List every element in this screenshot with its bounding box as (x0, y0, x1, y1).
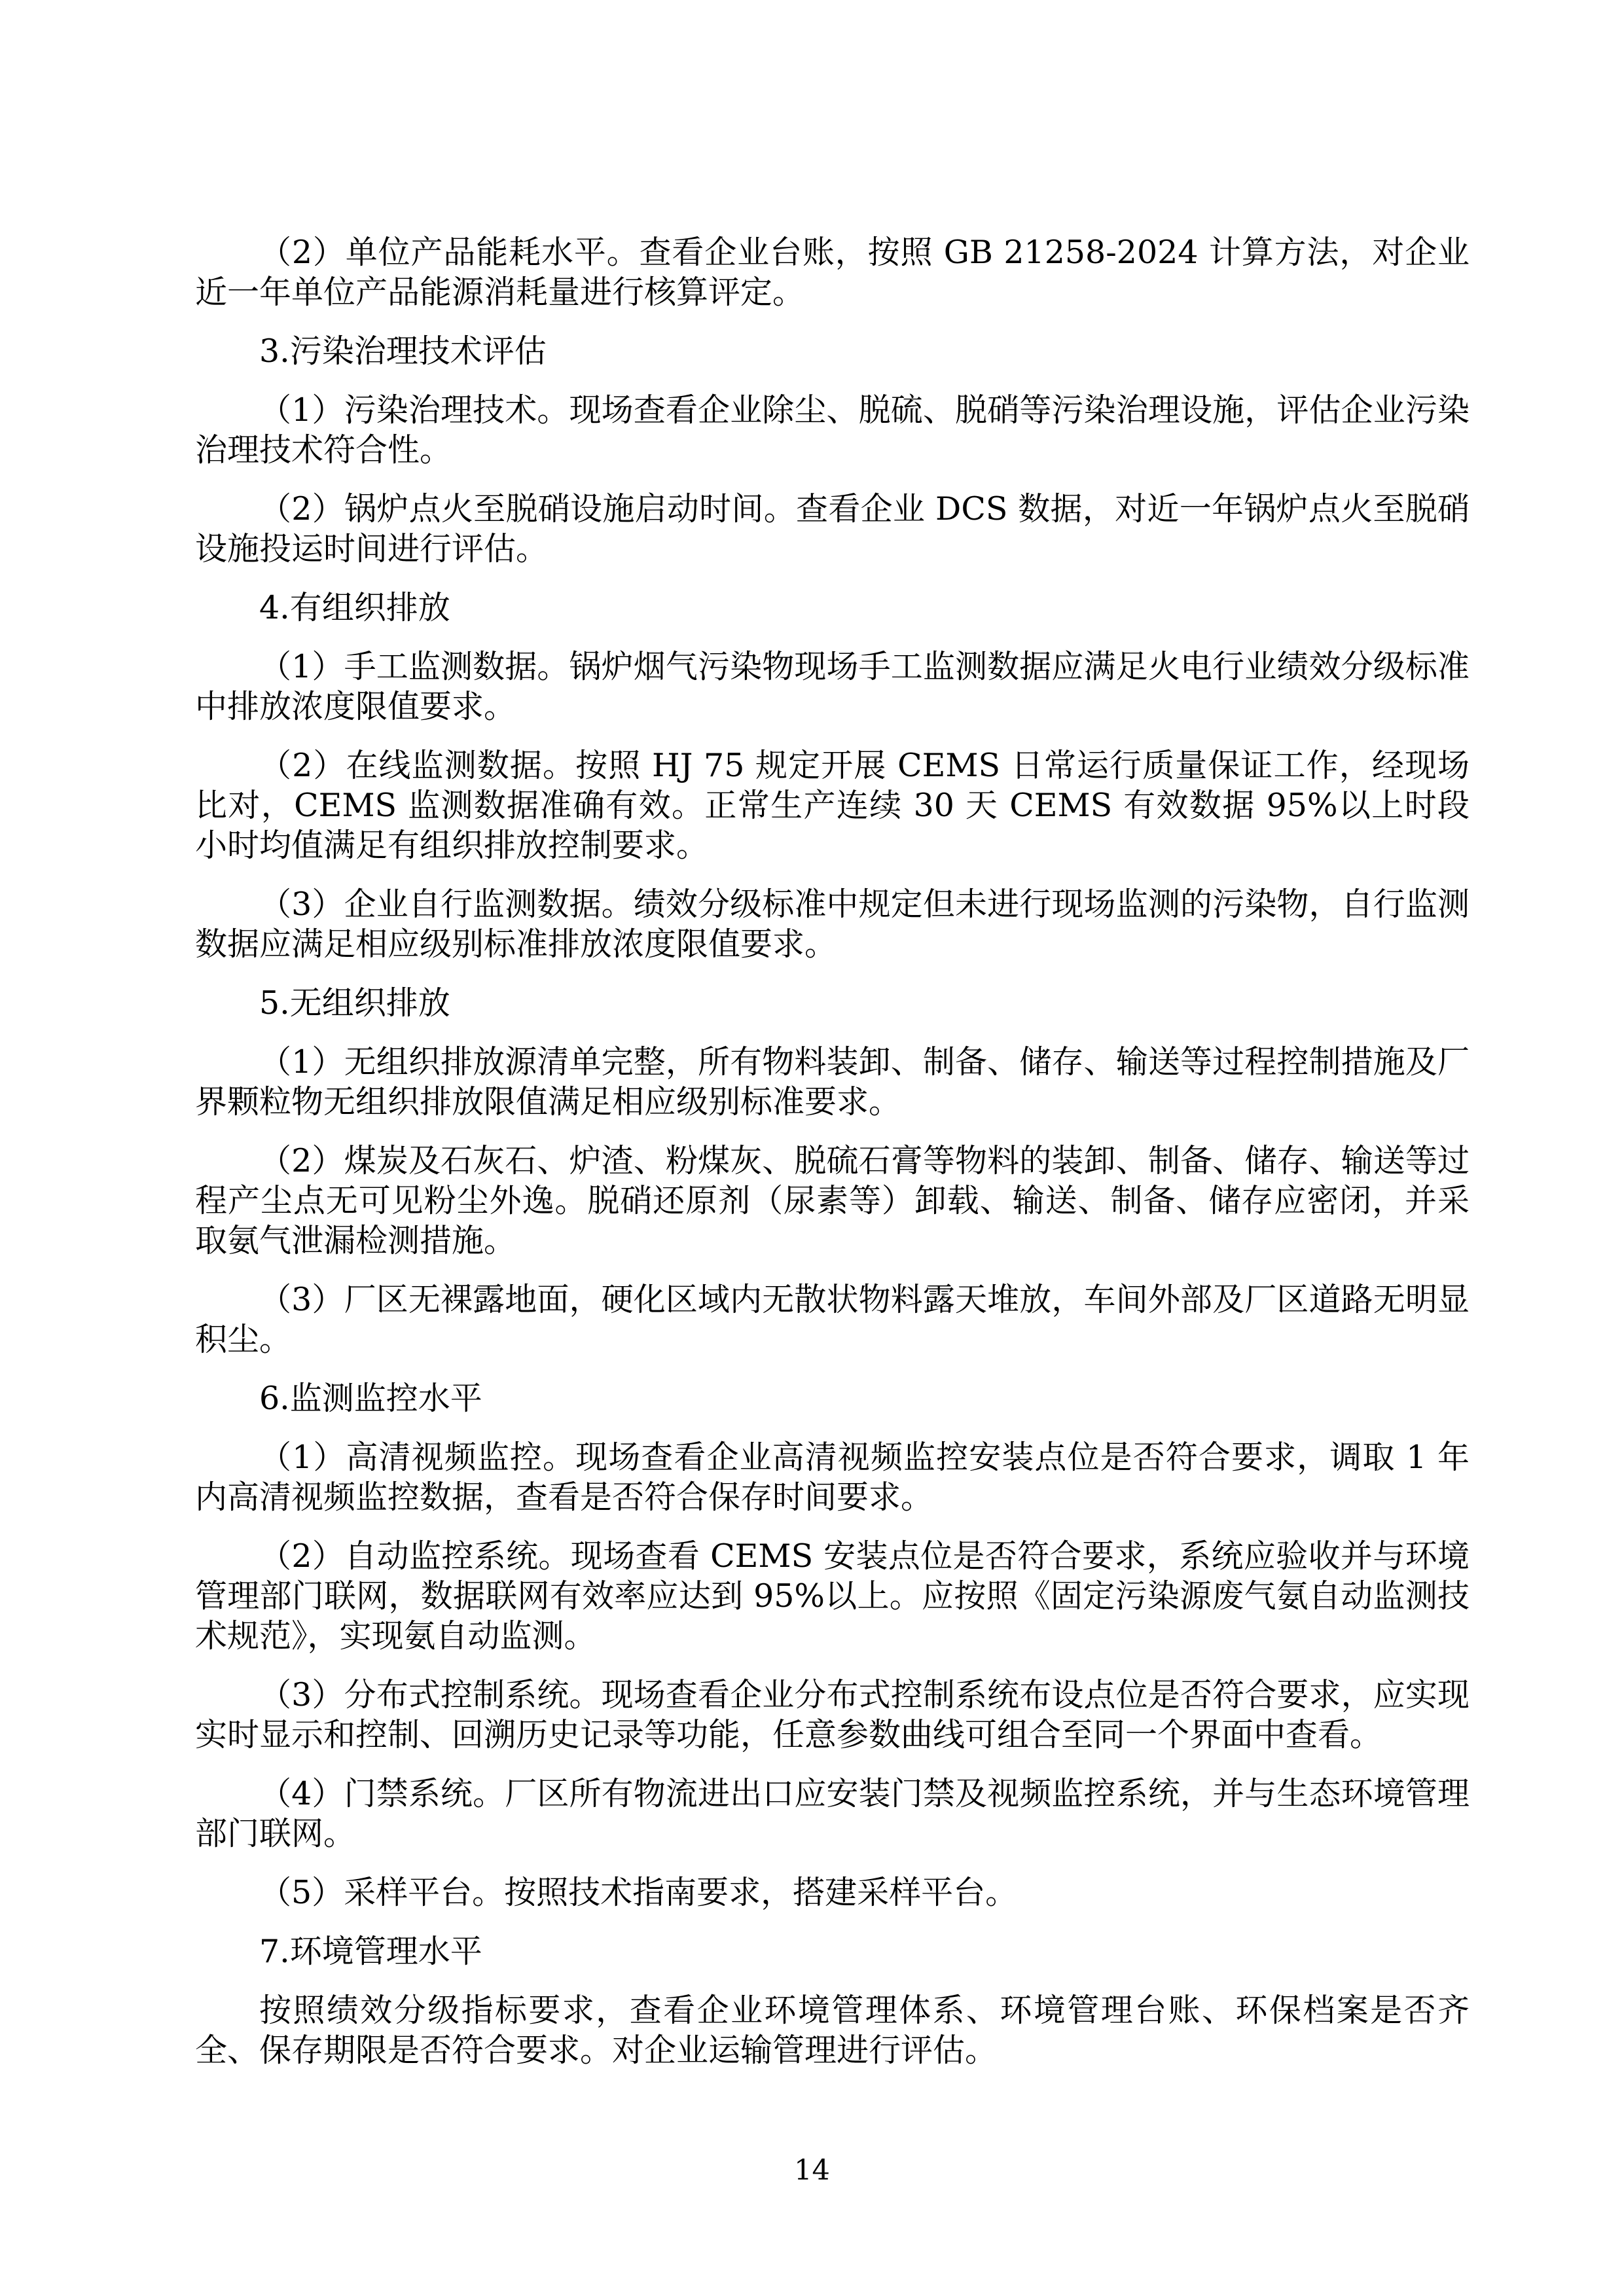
page-body-text (195, 232, 1470, 2089)
heading-3-pollution-control-technology-assessment: 3.污染治理技术评估 (259, 332, 547, 370)
para-enterprise-self-monitoring-data: （3）企业自行监测数据。绩效分级标准中规定但未进行现场监测的污染物，自行监测数据应满足相应级别标准排放浓度限值要求。 (195, 886, 1470, 963)
heading-7-environmental-management-level: 7.环境管理水平 (259, 1933, 482, 1970)
para-unit-product-energy-consumption: （2）单位产品能耗水平。查看企业台账，按照 GB 21258-2024 计算方法，对企业近一年单位产品能源消耗量进行核算评定。 (195, 234, 1470, 311)
para-online-monitoring-data: （2）在线监测数据。按照 HJ 75 规定开展 CEMS 日常运行质量保证工作，经现场比对，CEMS 监测数据准确有效。正常生产连续 30 天 CEMS 有效数据 95%以上时段小时均值满足有组织排放控制要求。 (195, 747, 1470, 864)
para-environmental-management-review: 按照绩效分级指标要求，查看企业环境管理体系、环境管理台账、环保档案是否齐全、保存期限是否符合要求。对企业运输管理进行评估。 (195, 1992, 1470, 2069)
para-pollution-control-technology: （1）污染治理技术。现场查看企业除尘、脱硫、脱硝等污染治理设施，评估企业污染治理技术符合性。 (195, 391, 1470, 469)
para-manual-monitoring-data: （1）手工监测数据。锅炉烟气污染物现场手工监测数据应满足火电行业绩效分级标准中排放浓度限值要求。 (195, 648, 1470, 725)
para-unorganized-emission-source-inventory: （1）无组织排放源清单完整，所有物料装卸、制备、储存、输送等过程控制措施及厂界颗粒物无组织排放限值满足相应级别标准要求。 (195, 1043, 1470, 1121)
para-boiler-ignition-to-denitrification-startup-time: （2）锅炉点火至脱硝设施启动时间。查看企业 DCS 数据，对近一年锅炉点火至脱硝设施投运时间进行评估。 (195, 490, 1470, 567)
para-automatic-monitoring-system: （2）自动监控系统。现场查看 CEMS 安装点位是否符合要求，系统应验收并与环境管理部门联网，数据联网有效率应达到 95%以上。应按照《固定污染源废气氨自动监测技术规范》，实现氨自动监测。 (195, 1537, 1470, 1655)
heading-6-monitoring-and-surveillance-level: 6.监测监控水平 (259, 1380, 482, 1417)
para-sampling-platform: （5）采样平台。按照技术指南要求，搭建采样平台。 (259, 1874, 1018, 1911)
page-number: 14 (794, 2154, 830, 2187)
para-access-control-system: （4）门禁系统。厂区所有物流进出口应安装门禁及视频监控系统，并与生态环境管理部门联网。 (195, 1775, 1470, 1852)
heading-4-organized-emissions: 4.有组织排放 (259, 589, 450, 626)
para-no-bare-ground-in-plant-area: （3）厂区无裸露地面，硬化区域内无散状物料露天堆放，车间外部及厂区道路无明显积尘。 (195, 1281, 1470, 1358)
para-material-handling-dust-control: （2）煤炭及石灰石、炉渣、粉煤灰、脱硫石膏等物料的装卸、制备、储存、输送等过程产尘点无可见粉尘外逸。脱硝还原剂（尿素等）卸载、输送、制备、储存应密闭，并采取氨气泄漏检测措施。 (195, 1142, 1470, 1259)
para-distributed-control-system: （3）分布式控制系统。现场查看企业分布式控制系统布设点位是否符合要求，应实现实时显示和控制、回溯历史记录等功能，任意参数曲线可组合至同一个界面中查看。 (195, 1676, 1470, 1753)
heading-5-unorganized-emissions: 5.无组织排放 (259, 984, 450, 1022)
para-hd-video-surveillance: （1）高清视频监控。现场查看企业高清视频监控安装点位是否符合要求，调取 1 年内高清视频监控数据，查看是否符合保存时间要求。 (195, 1439, 1470, 1516)
